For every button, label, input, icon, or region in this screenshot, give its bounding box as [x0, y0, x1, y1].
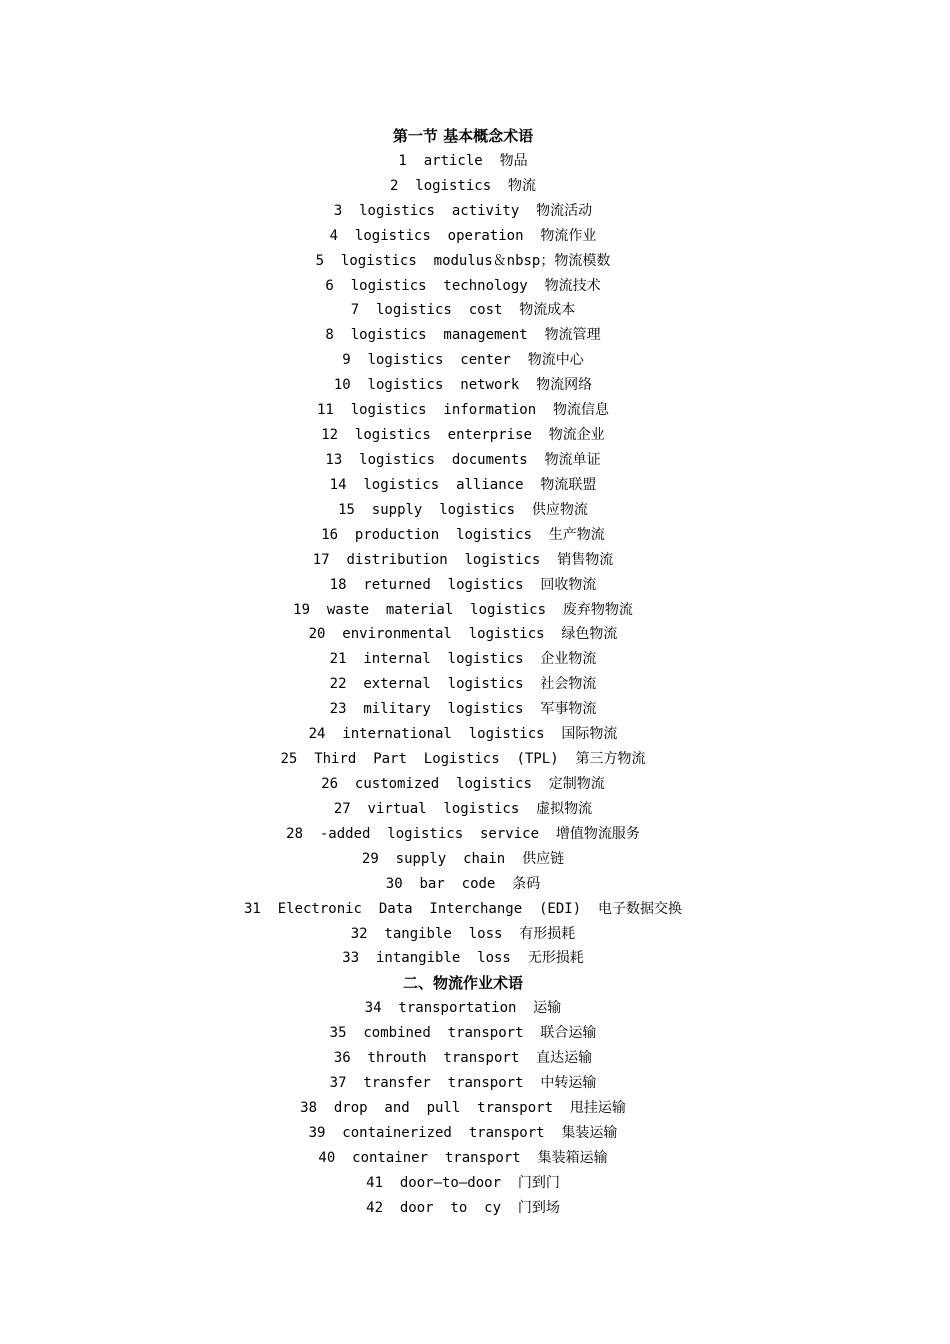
- term-entry: 2 logistics 物流: [389, 177, 536, 194]
- term-entry: 21 internal logistics 企业物流: [329, 651, 597, 668]
- term-entry: 34 transportation 运输: [364, 1000, 562, 1017]
- term-entry: 12 logistics enterprise 物流企业: [321, 427, 605, 444]
- section-heading-logistics-operations: 二、物流作业术语: [402, 974, 523, 993]
- term-entry: 16 production logistics 生产物流: [321, 526, 605, 543]
- term-entry: 26 customized logistics 定制物流: [321, 775, 605, 792]
- term-entry: 13 logistics documents 物流单证: [325, 451, 601, 468]
- term-entry: 11 logistics information 物流信息: [316, 402, 609, 419]
- term-entry: 8 logistics management 物流管理: [325, 327, 601, 344]
- term-entry: 33 intangible loss 无形损耗: [342, 950, 584, 967]
- term-entry: 14 logistics alliance 物流联盟: [329, 476, 597, 493]
- term-entry: 32 tangible loss 有形损耗: [350, 925, 576, 942]
- term-entry: 40 container transport 集装箱运输: [318, 1149, 608, 1166]
- term-entry: 38 drop and pull transport 甩挂运输: [300, 1099, 626, 1116]
- term-entry: 28 -added logistics service 增值物流服务: [286, 825, 640, 842]
- term-entry: 36 throuth transport 直达运输: [333, 1050, 593, 1067]
- term-entry: 5 logistics modulus＆nbsp；物流模数: [315, 252, 611, 269]
- term-entry: 9 logistics center 物流中心: [342, 352, 584, 369]
- section-heading-basic-concepts: 第一节 基本概念术语: [392, 127, 534, 145]
- term-entry: 7 logistics cost 物流成本: [350, 302, 576, 319]
- term-entry: 17 distribution logistics 销售物流: [312, 551, 614, 568]
- term-entry: 25 Third Part Logistics (TPL) 第三方物流: [280, 751, 646, 768]
- term-entry: 37 transfer transport 中转运输: [329, 1075, 597, 1092]
- term-list-basic-concepts: [0, 149, 926, 971]
- term-entry: 39 containerized transport 集装运输: [308, 1124, 618, 1141]
- term-entry: 4 logistics operation 物流作业: [329, 227, 597, 244]
- term-entry: 15 supply logistics 供应物流: [338, 501, 588, 518]
- term-entry: 35 combined transport 联合运输: [329, 1025, 597, 1042]
- term-entry: 18 returned logistics 回收物流: [329, 576, 597, 593]
- term-entry: 3 logistics activity 物流活动: [333, 202, 593, 219]
- term-entry: 10 logistics network 物流网络: [333, 377, 593, 394]
- term-entry: 22 external logistics 社会物流: [329, 676, 597, 693]
- term-entry: 23 military logistics 军事物流: [329, 701, 597, 718]
- term-entry: 6 logistics technology 物流技术: [325, 277, 601, 294]
- document-page: [0, 124, 926, 1221]
- term-entry: 31 Electronic Data Interchange (EDI) 电子数据交换: [243, 900, 682, 917]
- term-entry: 1 article 物品: [398, 152, 528, 169]
- term-entry: 42 door to cy 门到场: [366, 1199, 560, 1216]
- term-entry: 27 virtual logistics 虚拟物流: [333, 800, 593, 817]
- term-entry: 20 environmental logistics 绿色物流: [308, 626, 618, 643]
- term-entry: 19 waste material logistics 废弃物物流: [293, 601, 633, 618]
- term-list-logistics-operations: [0, 996, 926, 1220]
- term-entry: 24 international logistics 国际物流: [308, 726, 618, 743]
- term-entry: 30 bar code 条码: [385, 875, 541, 892]
- term-entry: 29 supply chain 供应链: [361, 850, 565, 867]
- term-entry: 41 door—to—door 门到门: [366, 1174, 560, 1191]
